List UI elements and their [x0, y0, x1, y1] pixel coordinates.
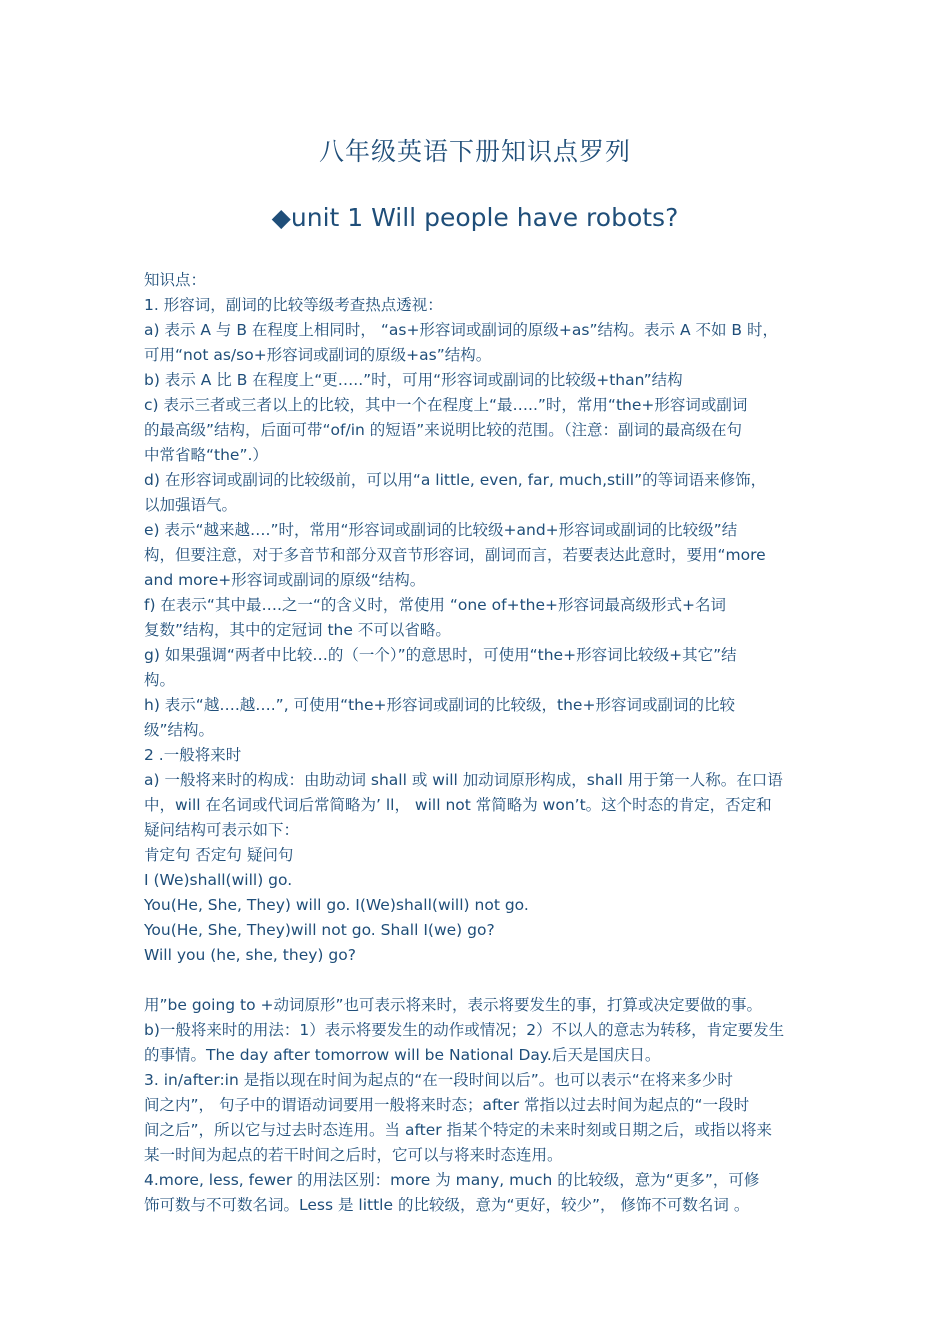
text-line: b)一般将来时的用法：1）表示将要发生的动作或情况；2）不以人的意志为转移，肯定要发生: [144, 1021, 785, 1039]
text-line: Will you (he, she, they) go?: [144, 946, 356, 964]
text-line: 3. in/after:in 是指以现在时间为起点的“在一段时间以后”。也可以表示“在将来多少时: [144, 1071, 733, 1089]
text-line: 1. 形容词，副词的比较等级考查热点透视：: [144, 296, 443, 314]
unit-heading: ◆unit 1 Will people have robots?: [271, 203, 679, 232]
text-line: [144, 968, 824, 993]
text-line: d) 在形容词或副词的比较级前，可以用“a little, even, far, much,still”的等词语来修饰，: [144, 471, 767, 489]
text-line: 间之后”，所以它与过去时态连用。当 after 指某个特定的未来时刻或日期之后，或指以将来: [144, 1121, 773, 1139]
text-line: I (We)shall(will) go.: [144, 871, 293, 889]
text-line: 肯定句 否定句 疑问句: [144, 846, 294, 864]
text-line: f) 在表示“其中最….之一“的含义时，常使用 “one of+the+形容词最高级形式+名词: [144, 596, 726, 614]
text-line: 以加强语气。: [144, 496, 238, 514]
text-line: You(He, She, They) will go. I(We)shall(will) not go.: [144, 896, 529, 914]
text-line: You(He, She, They)will not go. Shall I(we) go?: [144, 921, 495, 939]
text-line: 饰可数与不可数名词。Less 是 little 的比较级，意为“更好，较少”， 修饰不可数名词 。: [144, 1196, 750, 1214]
text-line: 知识点：: [144, 271, 207, 289]
text-line: a) 一般将来时的构成：由助动词 shall 或 will 加动词原形构成，shall 用于第一人称。在口语: [144, 771, 783, 789]
document-title: 八年级英语下册知识点罗列: [318, 137, 631, 166]
text-line: 构。: [144, 671, 176, 689]
text-line: 的最高级”结构，后面可带“of/in 的短语”来说明比较的范围。（注意：副词的最高级在句: [144, 421, 743, 439]
text-line: 的事情。The day after tomorrow will be National Day.后天是国庆日。: [144, 1046, 661, 1064]
text-line: 级”结构。: [144, 721, 215, 739]
text-line: 复数”结构，其中的定冠词 the 不可以省略。: [144, 621, 451, 639]
document-body: [144, 268, 824, 1218]
text-line: g) 如果强调“两者中比较…的（一个）”的意思时，可使用“the+形容词比较级+其它”结: [144, 646, 737, 664]
text-line: 2 .一般将来时: [144, 746, 242, 764]
text-line: 可用“not as/so+形容词或副词的原级+as”结构。: [144, 346, 492, 364]
text-line: e) 表示“越来越….”时，常用“形容词或副词的比较级+and+形容词或副词的比较级”结: [144, 521, 738, 539]
text-line: 构，但要注意，对于多音节和部分双音节形容词，副词而言，若要表达此意时，要用“more: [144, 546, 766, 564]
text-line: 中常省略“the”.）: [144, 446, 268, 464]
text-line: and more+形容词或副词的原级“结构。: [144, 571, 426, 589]
text-line: b) 表示 A 比 B 在程度上“更…..”时，可用“形容词或副词的比较级+than”结构: [144, 371, 683, 389]
text-line: h) 表示“越….越….”, 可使用“the+形容词或副词的比较级，the+形容词或副词的比较: [144, 696, 735, 714]
text-line: c) 表示三者或三者以上的比较，其中一个在程度上“最…..”时，常用“the+形容词或副词: [144, 396, 748, 414]
text-line: 某一时间为起点的若干时间之后时，它可以与将来时态连用。: [144, 1146, 563, 1164]
text-line: a) 表示 A 与 B 在程度上相同时， “as+形容词或副词的原级+as”结构。表示 A 不如 B 时，: [144, 321, 778, 339]
text-line: 中，will 在名词或代词后常简略为’ ll， will not 常简略为 won’t。这个时态的肯定，否定和: [144, 796, 772, 814]
text-line: 4.more, less, fewer 的用法区别：more 为 many, much 的比较级，意为“更多”，可修: [144, 1171, 760, 1189]
text-line: 疑问结构可表示如下：: [144, 821, 300, 839]
text-line: 用”be going to +动词原形”也可表示将来时，表示将要发生的事，打算或决定要做的事。: [144, 996, 763, 1014]
text-line: 间之内”， 句子中的谓语动词要用一般将来时态；after 常指以过去时间为起点的“一段时: [144, 1096, 750, 1114]
